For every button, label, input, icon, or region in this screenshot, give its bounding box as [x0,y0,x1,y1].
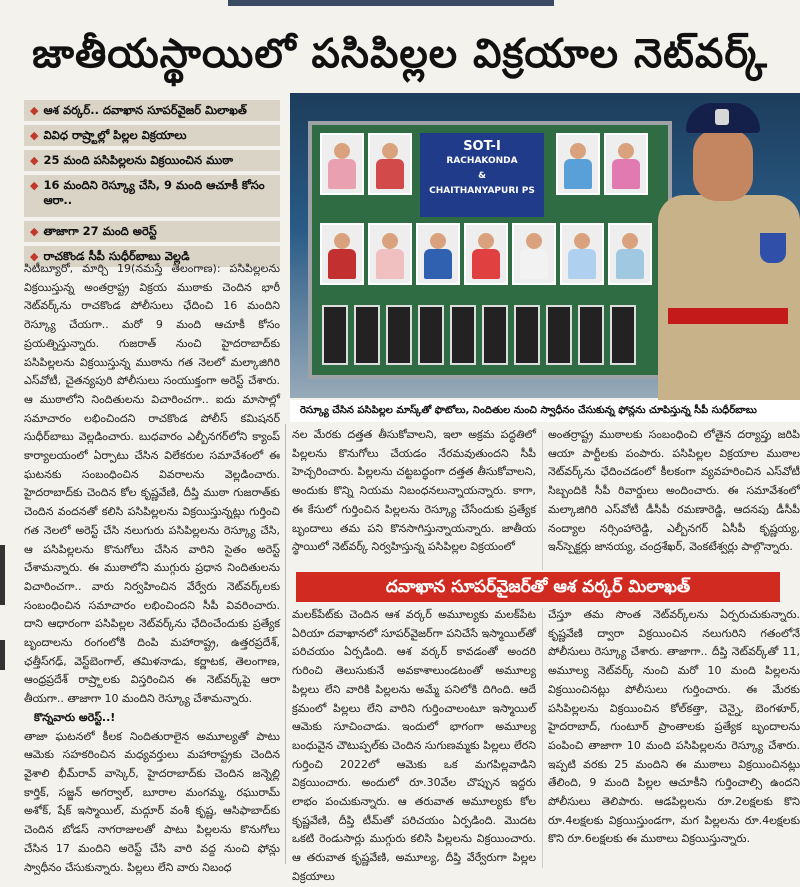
child-photo [556,133,600,195]
seized-phone [450,305,476,365]
column-divider [542,430,543,570]
seized-phone [322,305,348,365]
article-column-2-bottom: మలక్‌పేట్‌కు చెందిన ఆశ వర్కర్‌ అమూల్యకు మలక్‌పేట ఏరియా దవాఖానలో సూపర్‌వైజర్‌గా పనిచేసే ఇస్మాయిల్‌తో పరిచయం ఏర్పడింది. ఆశ వర్కర్‌ కావడంతో అందరి గురించి తెలుసుకునే అవకాశాలుండటంతో అమూల్య పిల్లలు లేని వారికి పిల్లలను అమ్మే పనిలోకి దిగింది. ఆదే క్రమంలో పిల్లలు లేని వారిని గుర్తించాలంటూ ఇస్మాయిల్‌ ఆమెకు సూచించాడు. ఇందులో భాగంగా అమూల్య బంధువైన చౌటుప్పల్‌కు చెందిన సుగుణమ్మకు పిల్లలు లేరని గుర్తించి 2022లో ఆమెకు ఒక మగపిల్లవాడిని విక్రయించారు. అందులో రూ.30వేల చొప్పున ఇద్దరు లాభం పంచుకున్నారు. ఆ తరువాత అమూల్యకు కోల కృష్ణవేణి, దీప్తి టీమ్‌తో పరిచయం ఏర్పడింది. మొదట ఒకటి రెండుసార్లు ముగ్గురు కలిసి పిల్లలను విక్రయించారు. ఆ తరువాత కృష్ణవేణి, అమూల్య, దీప్తి వేర్వేరుగా పిల్లల విక్రయాలు [292,608,536,883]
seized-phone [482,305,508,365]
article-column-1 [24,260,280,872]
child-photo [604,133,648,195]
highlight-item: ◆ 25 మంది పసిపిల్లలను విక్రయించిన ముఠా [24,150,280,171]
child-photo [512,223,556,285]
article-column-3-bottom: చేస్తూ తమ సొంత నెట్‌వర్క్‌లను ఏర్పరుచుకున్నారు. కృష్ణవేణి ద్వారా విక్రయించిన నలుగురిని గతంలోనే పోలీసులు రెస్క్యూ చేశారు. తాజాగా.. దీప్తి నెట్‌వర్క్‌తో 11, అమూల్య నెట్‌వర్క్‌ నుంచి మరో 10 మంది పిల్లలను విక్రయించినట్లు పోలీసులు గుర్తించారు. ఈ మేరకు పసిపిల్లలను విక్రయించిన కోల్‌కత్తా, చెన్నై, బెంగళూర్‌, హైదరాబాద్‌, గుంటూర్‌ ప్రాంతాలకు ప్రత్యేక బృందాలను పంపించి తాజాగా 10 మంది పసిపిల్లలను రెస్క్యూ చేశారు. ఇప్పటి వరకు 25 మందిని ఈ ముఠాలు విక్రయించినట్లు తేలింది, 9 మంది పిల్లల ఆచూకీని గుర్తించాల్సి ఉందని పోలీసులు తెలిపారు. ఆడపిల్లలను రూ.2లక్షలకు కొని రూ.4లక్షలకు విక్రయిస్తుండగా, మగ పిల్లలను రూ.4లక్షలకు కొని రూ.6లక్షలకు ఈ ముఠాలు విక్రయిస్తున్నారు. [548,608,800,846]
cap-badge [715,109,729,125]
diamond-icon: ◆ [30,250,39,263]
child-photo [608,223,652,285]
article-paragraph: తాజా ఘటనలో కీలక నిందితురాలైన అమూల్యతో పాటు ఆమెకు సహకరించిన మధ్యవర్తులు మహారాష్ట్రకు చెందిన వైశాలి భీమ్‌రావ్‌ వాస్కెర్‌, హైదరాబాద్‌కు చెందిన జన్నెల్లి కార్తిక్‌, సజ్జన్‌ అగర్వాల్‌, బూరాల మంగమ్మ, రఘురామ్‌ అశోక్‌, షేక్‌ ఇస్మాయిల్‌, మద్గూర్‌ వంశీ కృష్ణ, ఆసిఫాబాద్‌కు చెందిన బోడస్‌ నాగరాజులతో పాటు పిల్లలను కొనుగోలు చేసిన 17 మందిని అరెస్ట్‌ చేసి వారి వద్ద నుంచి ఫోన్లు స్వాధీనం చేసుకున్నారు. పిల్లలు లేని వారు నిబంధ [24,729,280,874]
child-photo [368,133,412,195]
child-photo [416,223,460,285]
display-board [308,121,672,379]
diamond-icon: ◆ [30,179,39,192]
child-photo [368,223,412,285]
diamond-icon: ◆ [30,104,39,117]
seized-phone [610,305,636,365]
section-heading: దవాఖాన సూపర్‌వైజర్‌తో ఆశ వర్కర్‌ మిలాఖత్‌ [296,572,780,602]
child-photo [464,223,508,285]
column-divider [542,608,543,868]
highlight-item: ◆ 16 మందిని రెస్క్యూ చేసి, 9 మంది ఆచూకీ కోసం ఆరా.. [24,175,280,217]
highlights-list [24,100,280,271]
diamond-icon: ◆ [30,154,39,167]
sub-heading: కొన్నవారు అరెస్ట్‌..! [34,710,116,724]
seized-phone [386,305,412,365]
diamond-icon: ◆ [30,129,39,142]
highlight-item: ◆ వివిధ రాష్ర్టాల్లో పిల్లల విక్రయాలు [24,125,280,146]
photo-caption: రెస్క్యూ చేసిన పసిపిల్లల మాస్క్‌తో ఫొటోలు, నిందితుల నుంచి స్వాధీనం చేసుకున్న ఫోన్లను చూపిస్తున్న సీపీ సుధీర్‌బాబు [290,400,800,422]
board-sign: SOT-I RACHAKONDA & CHAITHANYAPURI PS [420,133,544,217]
diamond-icon: ◆ [30,225,39,238]
article-column-3-top: అంతర్రాష్ట్ర ముఠాలకు సంబంధించి లోతైన దర్యాప్తు జరిపి ఆయా పార్టీలకు పంపారు. పసిపిల్లల విక్రయాల ముఠాల నెట్‌వర్క్‌ను ఛేదించడంలో కీలకంగా వ్యవహరించిన ఎస్‌వోటీ సిబ్బందికి సీపీ రివార్డులు అందించారు. ఈ సమావేశంలో మల్కాజిగిరి ఎస్‌వోటీ డీసీపీ రమణారెడ్డి, ఆదనపు డీసీపీ నంద్యాల నర్సింహారెడ్డి, ఎల్బీనగర్‌ ఏసీపీ కృష్ణయ్య, ఇన్‌స్పెక్టర్లు జానయ్య, చంద్రశేఖర్‌, వెంకటేశ్వర్లు పాల్గొన్నారు. [548,428,800,554]
seized-phone [578,305,604,365]
article-paragraph: సిటీబ్యూరో, మార్చి 19(నమస్తే తెలంగాణ): పసిపిల్లలను విక్రయిస్తున్న అంతర్రాష్ట్ర విక్రయ ముఠాకు చెందిన భారీ నెట్‌వర్క్‌ను రాచకొండ పోలీసులు ఛేదించి 16 మందిని రెస్క్యూ చేయగా.. మరో 9 మంది ఆచూకీ కోసం ప్రయత్నిస్తున్నారు. గుజరాత్‌ నుంచి హైదరాబాద్‌కు పసిపిల్లలను విక్రయిస్తున్న ముఠాను గత నెలలో మల్కాజిగిరి ఎస్‌వోటీ, చైతన్యపురి పోలీసులు సంయుక్తంగా అరెస్ట్‌ చేశారు. ఆ ముఠాలోని నిందితులను విచారించగా.. ఐదు మాసాల్లో సమాచారం లభించిందని రాచకొండ పోలీస్‌ కమిషనర్‌ సుధీర్‌బాబు వెల్లడించారు. బుధవారం ఎల్బీనగర్‌లోని క్యాంప్‌ కార్యాలయంలో ఏర్పాటు చేసిన విలేకరుల సమావేశంలో ఈ ఘటనకు సంబంధించిన వివరాలను వెల్లడించారు. హైదరాబాద్‌కు చెందిన కోల కృష్ణవేణి, దీప్తి ముఠా గుజరాత్‌కు చెందిన వందనతో కలిసి పసిపిల్లలను విక్రయిస్తున్నట్లు గుర్తించి గత నెలలో అరెస్ట్‌ చేసి నలుగురు పసిపిల్లలను రెస్క్యూ చేసి, ఆ పసిపిల్లలను కొనుగోలు చేసిన వారిని సైతం అరెస్ట్‌ చేశామన్నారు. ఈ ముఠాలోని ముగ్గురు ప్రధాన నిందితులను విచారించగా.. వారు నిర్వహించిన వేర్వేరు నెట్‌వర్క్‌లకు సంబంధించిన సమాచారం లభించిందని సీపీ వివరించారు. దాని ఆధారంగా పసిపిల్లల నెట్‌వర్క్‌ను ఛేదించేందుకు ప్రత్యేక బృందాలను రంగంలోకి దింపి మహారాష్ట్ర, ఉత్తరప్రదేశ్‌, ఛత్తీస్‌గఢ్‌, వెస్ట్‌బెంగాల్‌, తమిళనాడు, కర్ణాటక, తెలంగాణ, ఆంధ్రప్రదేశ్‌ రాష్ర్టాలకు విస్తరించిన ఈ నెట్‌వర్క్‌పై ఆరా తీయగా.. తాజాగా 10 మందిని రెస్క్యూ చేశామన్నారు. [24,262,280,706]
seized-phone [418,305,444,365]
news-photo [290,93,800,398]
headline: జాతీయస్థాయిలో పసిపిల్లల విక్రయాల నెట్‌వర్క్ [32,31,768,77]
article-column-2-top: నల మేరకు దత్తత తీసుకోవాలని, ఇలా అక్రమ పద్ధతిలో పిల్లలను కొనుగోలు చేయడం నేరమవుతుందని సీపీ హెచ్చరించారు. పిల్లలను చట్టబద్ధంగా దత్తత తీసుకోవాలని, అందుకు కొన్ని నియమ నిబంధనలున్నాయన్నారు. కాగా, ఈ కేసులో గుర్తించిన పిల్లలను రెస్క్యూ చేసేందుకు ప్రత్యేక బృందాలు తమ పని కొనసాగిస్తున్నాయన్నారు. జాతీయ స్థాయిలో నెట్‌వర్క్‌ నిర్వహిస్తున్న పసిపిల్లల విక్రయంలో [292,428,536,554]
shoulder-patch [760,233,786,263]
child-photo [320,133,364,195]
highlight-item: ◆ ఆశ వర్కర్‌.. దవాఖాన సూపర్‌వైజర్‌ మిలాఖత్‌ [24,100,280,121]
seized-phone [354,305,380,365]
seized-phone [546,305,572,365]
edge-mark [0,545,5,605]
child-photo [320,223,364,285]
child-photo [560,223,604,285]
column-divider [285,424,286,864]
seized-phone [514,305,540,365]
top-bar [228,0,554,6]
police-officer [648,103,800,398]
highlight-item: ◆ రాచకొండ సీపీ సుధీర్‌బాబు వెల్లడి [24,246,280,267]
edge-mark [0,640,5,670]
highlight-item: ◆ తాజాగా 27 మంది అరెస్ట్‌ [24,221,280,242]
